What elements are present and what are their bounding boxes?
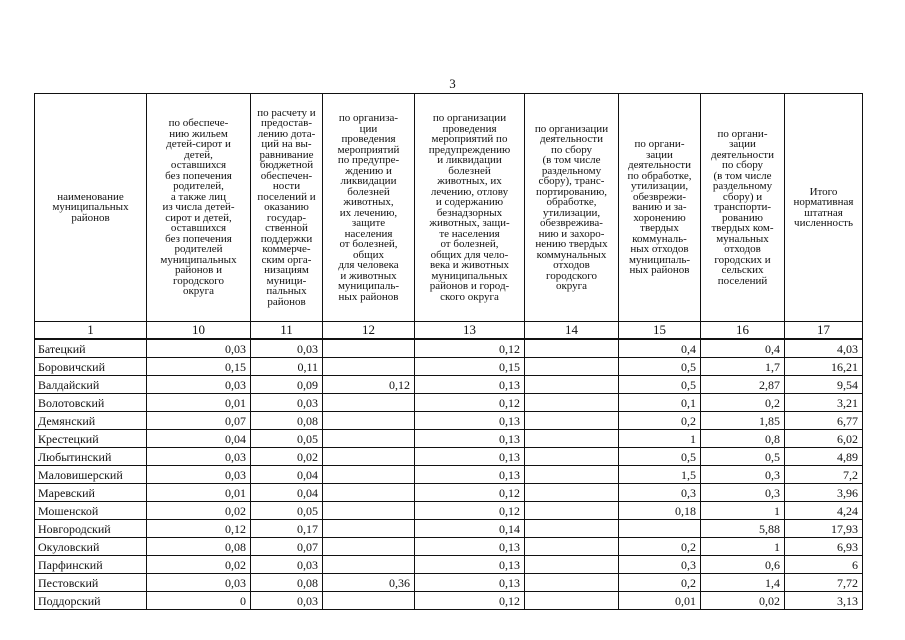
district-name-cell: Мошенской <box>35 502 147 520</box>
column-number: 12 <box>323 322 415 340</box>
value-cell: 4,24 <box>785 502 863 520</box>
value-cell: 0,5 <box>619 376 701 394</box>
value-cell <box>323 484 415 502</box>
value-cell <box>525 520 619 538</box>
district-name-cell: Окуловский <box>35 538 147 556</box>
table-row <box>35 484 863 502</box>
value-cell <box>323 412 415 430</box>
value-cell: 0,3 <box>619 484 701 502</box>
staffing-table <box>34 93 863 610</box>
value-cell: 0,03 <box>147 339 251 358</box>
value-cell: 16,21 <box>785 358 863 376</box>
value-cell: 4,03 <box>785 339 863 358</box>
value-cell: 0,5 <box>701 448 785 466</box>
value-cell: 0,03 <box>251 339 323 358</box>
column-number: 14 <box>525 322 619 340</box>
value-cell <box>323 520 415 538</box>
value-cell <box>323 358 415 376</box>
district-name-cell: Маловишерский <box>35 466 147 484</box>
column-number-row <box>35 322 863 340</box>
value-cell <box>525 484 619 502</box>
value-cell: 0,2 <box>619 412 701 430</box>
header-waste-collection-settlements: по органи- зации деятельности по сбору (в том числе раздельному сбору) и транспорти- рованию твердых ком- мунальных отходов городских и сельских поселений <box>701 94 785 322</box>
value-cell: 0,05 <box>251 430 323 448</box>
value-cell: 0,03 <box>251 556 323 574</box>
district-name-cell: Валдайский <box>35 376 147 394</box>
table-row <box>35 339 863 358</box>
value-cell: 17,93 <box>785 520 863 538</box>
value-cell: 0,08 <box>251 574 323 592</box>
value-cell: 6,02 <box>785 430 863 448</box>
value-cell: 1,7 <box>701 358 785 376</box>
value-cell <box>323 394 415 412</box>
value-cell: 0,13 <box>415 466 525 484</box>
value-cell: 1,4 <box>701 574 785 592</box>
value-cell: 0,02 <box>147 556 251 574</box>
value-cell: 0,15 <box>147 358 251 376</box>
value-cell <box>525 358 619 376</box>
value-cell: 0,07 <box>251 538 323 556</box>
value-cell: 2,87 <box>701 376 785 394</box>
district-name-cell: Любытинский <box>35 448 147 466</box>
value-cell: 0,4 <box>701 339 785 358</box>
value-cell: 0,13 <box>415 412 525 430</box>
value-cell: 7,72 <box>785 574 863 592</box>
value-cell: 7,2 <box>785 466 863 484</box>
value-cell: 1 <box>619 430 701 448</box>
value-cell: 0,01 <box>147 394 251 412</box>
value-cell: 0,2 <box>619 538 701 556</box>
value-cell: 0,08 <box>147 538 251 556</box>
value-cell <box>323 556 415 574</box>
district-name-cell: Маревский <box>35 484 147 502</box>
value-cell: 0 <box>147 592 251 610</box>
value-cell: 0,13 <box>415 430 525 448</box>
value-cell: 0,5 <box>619 448 701 466</box>
column-number: 15 <box>619 322 701 340</box>
value-cell: 0,01 <box>619 592 701 610</box>
value-cell: 0,02 <box>147 502 251 520</box>
value-cell: 9,54 <box>785 376 863 394</box>
value-cell: 6,93 <box>785 538 863 556</box>
table-row <box>35 430 863 448</box>
header-animal-disease-districts: по организа- ции проведения мероприятий по предупре- ждению и ликвидации болезней животных, их лечению, защите населения от болезней, общих для человека и животных муниципаль- ных районов <box>323 94 415 322</box>
value-cell <box>619 520 701 538</box>
header-equalization-grants: по расчету и предостав- лению дота- ций на вы- равнивание бюджетной обеспечен- ности поселений и оказанию государ- ственной поддержки коммерче- ским орга- низациям муници- пальных районов <box>251 94 323 322</box>
value-cell: 0,12 <box>415 592 525 610</box>
value-cell: 0,3 <box>619 556 701 574</box>
value-cell <box>525 339 619 358</box>
value-cell: 0,14 <box>415 520 525 538</box>
value-cell <box>525 466 619 484</box>
value-cell: 0,17 <box>251 520 323 538</box>
header-animal-disease-districts-and-city: по организации проведения мероприятий по предупреждению и ликвидации болезней животных, их лечению, отлову и содержанию безнадзорных животных, защи- те населения от болезней, общих для чело- века и животных муниципальных районов и город- ского округа <box>415 94 525 322</box>
value-cell: 0,3 <box>701 484 785 502</box>
table-row <box>35 502 863 520</box>
value-cell <box>525 430 619 448</box>
value-cell <box>525 412 619 430</box>
district-name-cell: Боровичский <box>35 358 147 376</box>
value-cell <box>323 339 415 358</box>
header-row <box>35 94 863 322</box>
district-name-cell: Батецкий <box>35 339 147 358</box>
value-cell: 3,96 <box>785 484 863 502</box>
header-municipal-district: наименование муниципальных районов <box>35 94 147 322</box>
table-row <box>35 466 863 484</box>
table-row <box>35 448 863 466</box>
value-cell: 0,03 <box>147 466 251 484</box>
header-orphans-housing: по обеспече- нию жильем детей-сирот и детей, оставшихся без попечения родителей, а также лиц из числа детей- сирот и детей, оставшихся без попечения родителей муниципальных районов и городского округа <box>147 94 251 322</box>
column-number: 17 <box>785 322 863 340</box>
value-cell: 0,13 <box>415 448 525 466</box>
value-cell: 0,8 <box>701 430 785 448</box>
value-cell <box>525 376 619 394</box>
page-number: 3 <box>449 76 456 91</box>
value-cell: 1,5 <box>619 466 701 484</box>
value-cell: 0,04 <box>251 466 323 484</box>
value-cell <box>525 556 619 574</box>
header-waste-processing-districts: по органи- зации деятельности по обработке, утилизации, обезврежи- ванию и за- хоронению твердых коммуналь- ных отходов муниципаль- ных районов <box>619 94 701 322</box>
district-name-cell: Парфинский <box>35 556 147 574</box>
column-number: 13 <box>415 322 525 340</box>
value-cell <box>323 538 415 556</box>
value-cell: 0,12 <box>147 520 251 538</box>
value-cell <box>525 574 619 592</box>
value-cell: 0,13 <box>415 538 525 556</box>
value-cell: 0,13 <box>415 376 525 394</box>
value-cell <box>525 538 619 556</box>
value-cell <box>323 448 415 466</box>
value-cell: 0,12 <box>415 339 525 358</box>
value-cell: 0,01 <box>147 484 251 502</box>
value-cell: 0,2 <box>619 574 701 592</box>
value-cell: 0,03 <box>147 376 251 394</box>
table-row <box>35 592 863 610</box>
value-cell <box>525 502 619 520</box>
district-name-cell: Демянский <box>35 412 147 430</box>
value-cell: 0,12 <box>415 394 525 412</box>
district-name-cell: Пестовский <box>35 574 147 592</box>
value-cell: 1 <box>701 538 785 556</box>
value-cell: 3,13 <box>785 592 863 610</box>
value-cell: 0,15 <box>415 358 525 376</box>
value-cell: 0,03 <box>251 394 323 412</box>
value-cell <box>525 448 619 466</box>
district-name-cell: Поддорский <box>35 592 147 610</box>
value-cell <box>525 394 619 412</box>
value-cell: 0,09 <box>251 376 323 394</box>
value-cell <box>323 430 415 448</box>
value-cell: 0,02 <box>701 592 785 610</box>
district-name-cell: Волотовский <box>35 394 147 412</box>
column-number: 10 <box>147 322 251 340</box>
value-cell: 4,89 <box>785 448 863 466</box>
value-cell: 0,1 <box>619 394 701 412</box>
value-cell: 0,08 <box>251 412 323 430</box>
value-cell: 0,12 <box>415 484 525 502</box>
value-cell: 0,36 <box>323 574 415 592</box>
district-name-cell: Крестецкий <box>35 430 147 448</box>
value-cell: 0,11 <box>251 358 323 376</box>
value-cell: 6 <box>785 556 863 574</box>
value-cell: 0,04 <box>147 430 251 448</box>
table-row <box>35 376 863 394</box>
value-cell: 0,05 <box>251 502 323 520</box>
table-row <box>35 358 863 376</box>
header-total-staffing: Итого нормативная штатная численность <box>785 94 863 322</box>
table-row <box>35 412 863 430</box>
table-row <box>35 556 863 574</box>
value-cell: 0,4 <box>619 339 701 358</box>
value-cell: 0,03 <box>147 448 251 466</box>
value-cell: 5,88 <box>701 520 785 538</box>
column-number: 16 <box>701 322 785 340</box>
value-cell: 0,3 <box>701 466 785 484</box>
value-cell: 1,85 <box>701 412 785 430</box>
column-number: 11 <box>251 322 323 340</box>
value-cell <box>525 592 619 610</box>
table-row <box>35 520 863 538</box>
value-cell: 0,02 <box>251 448 323 466</box>
value-cell: 0,12 <box>415 502 525 520</box>
value-cell: 0,18 <box>619 502 701 520</box>
table-row <box>35 538 863 556</box>
value-cell <box>323 466 415 484</box>
value-cell: 0,6 <box>701 556 785 574</box>
value-cell: 6,77 <box>785 412 863 430</box>
value-cell: 0,03 <box>251 592 323 610</box>
value-cell <box>323 592 415 610</box>
table-row <box>35 394 863 412</box>
value-cell: 0,07 <box>147 412 251 430</box>
value-cell: 3,21 <box>785 394 863 412</box>
value-cell: 1 <box>701 502 785 520</box>
value-cell: 0,03 <box>147 574 251 592</box>
value-cell: 0,13 <box>415 574 525 592</box>
value-cell: 0,13 <box>415 556 525 574</box>
value-cell <box>323 502 415 520</box>
value-cell: 0,5 <box>619 358 701 376</box>
column-number: 1 <box>35 322 147 340</box>
district-name-cell: Новгородский <box>35 520 147 538</box>
table-row <box>35 574 863 592</box>
header-waste-collection-city: по организации деятельности по сбору (в том числе раздельному сбору), транс- портированию, обработке, утилизации, обезврежива- нию и захоро- нению твердых коммунальных отходов городского округа <box>525 94 619 322</box>
value-cell: 0,04 <box>251 484 323 502</box>
value-cell: 0,12 <box>323 376 415 394</box>
value-cell: 0,2 <box>701 394 785 412</box>
